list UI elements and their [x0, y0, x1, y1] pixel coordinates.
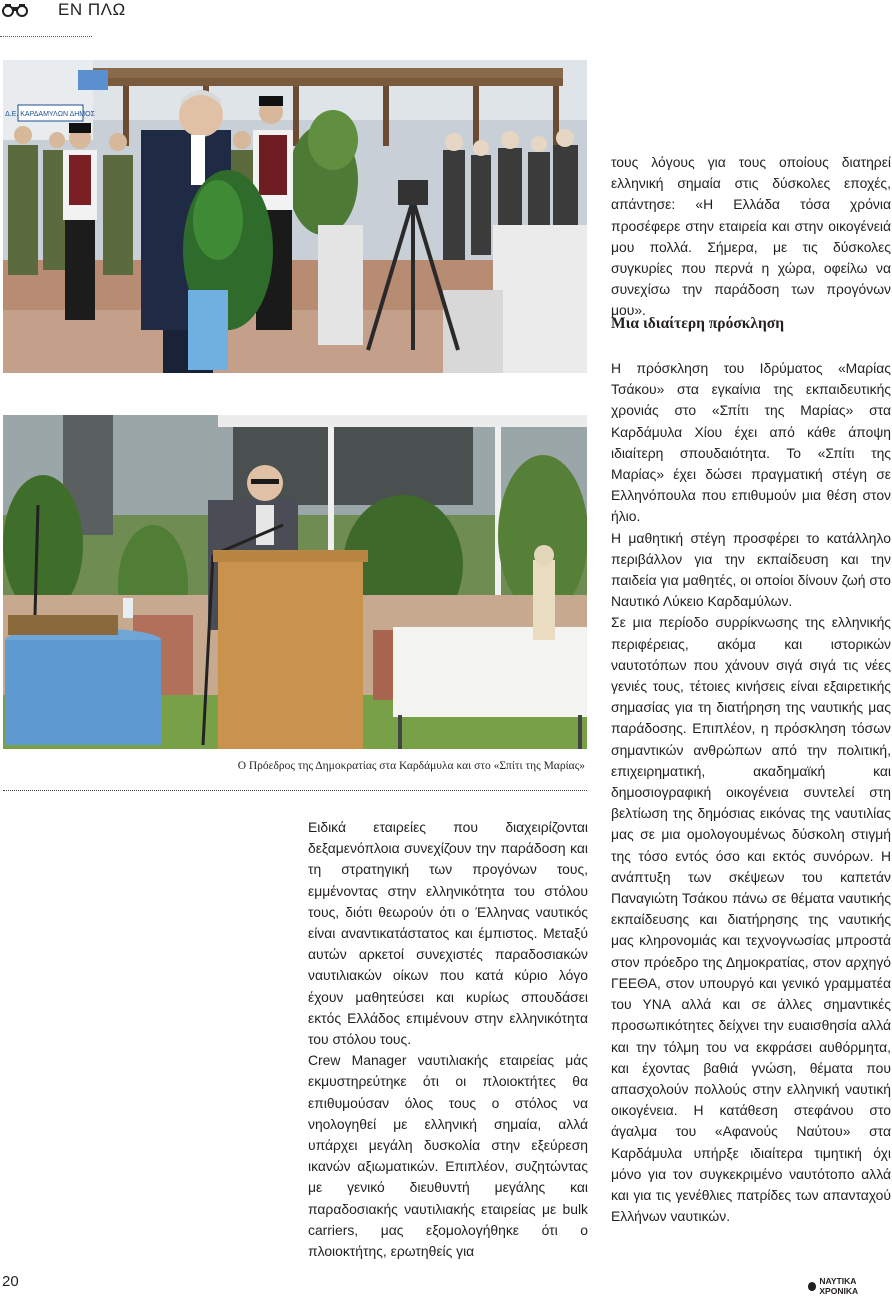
- caption-divider: [3, 790, 587, 791]
- article-column-right-top: [611, 152, 891, 322]
- paragraph: Σε μια περίοδο συρρίκνωσης της ελληνικής περιφέρειας, ακόμα και ιστορικών ναυτοτόπων που χάνουν σιγά σιγά τις νέες γενιές τους, τέτοιες κινήσεις είναι εξαιρετικής σημασίας για τη διατήρηση της ναυτικής μας παράδοσης. Επιπλέον, η πρόσκληση τόσων σημαντικών ανθρώπων από την πολιτική, επιχειρηματική, ακαδημαϊκή και δημοσιογραφική οικογένεια συντελεί στη βελτίωση της δημόσιας εικόνας της ναυτιλίας μας σε μια ομολογουμένως δύσκολη στιγμή της τόσο εντός όσο και εκτός συνόρων. Η ανάπτυξη των σκέψεων του καπετάν Παναγιώτη Τσάκου πάνω σε θέματα ναυτικής εκπαίδευσης και διατήρησης της ναυτικής μας κληρονομιάς και τεχνογνωσίας μπροστά στον πρόεδρο της Δημοκρατίας, στον αρχηγό ΓΕΕΘΑ, στον υπουργό και γενικό γραμματέα του ΥΝΑ αλλά και σε άλλες σημαντικές προσωπικότητες δείχνει την ευαισθησία αλλά και την τόλμη του να εκφράσει αυθόρμητα, και έχοντας βαθιά γνώση, θέματα που απασχολούν πολλούς στην ελληνική ναυτική οικογένεια. Η κατάθεση στεφάνου στο άγαλμα του «Αφανούς Ναύτου» στα Καρδάμυλα υπήρξε ιδιαίτερα τιμητική όχι μόνο για τον συγκεκριμένο ναυτότοπο αλλά και για τις γενέθλιες πατρίδες των απανταχού Ελλήνων ναυτικών.: [611, 614, 891, 1225]
- publication-brand: [808, 1276, 892, 1296]
- article-column-middle: [308, 817, 588, 1262]
- sign-text: Δ.Ε. ΚΑΡΔΑΜΥΛΩΝ ΔΗΜΟΣ: [5, 111, 95, 118]
- paragraph: Crew Manager ναυτιλιακής εταιρείας μάς εκμυστηρεύτηκε ότι οι πλοιοκτήτες θα επιθυμούσαν όλος τους ο στόλος να νηολογηθεί με ελληνική σημαία, αλλά υπάρχει μεγάλη δυσκολία στην εξεύρεση ικανών αξιωματικών. Επιπλέον, συζητώντας με γενικό διευθυντή μεγάλης και παραδοσιακής ναυτιλιακής εταιρείας με bulk carriers, μας εξομολογήθηκε ότι ο πλοιοκτήτης, ερωτηθείς για: [308, 1052, 588, 1260]
- section-heading: Μια ιδιαίτερη πρόσκληση: [611, 315, 785, 332]
- photo-caption: Ο Πρόεδρος της Δημοκρατίας στα Καρδάμυλα και στο «Σπίτι της Μαρίας»: [237, 760, 585, 772]
- paragraph: Η μαθητική στέγη προσφέρει το κατάλληλο περιβάλλον για την εκπαίδευση και την παιδεία για μαθητές, οι οποίοι δίνουν ζωή στο Ναυτικό Λύκειο Καρδαμύλων.: [611, 529, 891, 610]
- paragraph: τους λόγους για τους οποίους διατηρεί ελληνική σημαία στις δύσκολες εποχές, απάντησε: «Η Ελλάδα τόσα χρόνια προσέφερε στην εταιρεία και στην οικογένειά μου πολλά. Σήμερα, με τις δύσκολες συγκυρίες που περνά η χώρα, οφείλω να συνεχίσω την παράδοση των προγόνων μου».: [611, 154, 891, 319]
- binoculars-icon: [2, 3, 28, 17]
- ceremony-photo: [3, 60, 587, 373]
- page-number: 20: [2, 1273, 19, 1290]
- header-divider: [0, 36, 92, 37]
- paragraph: Ειδικά εταιρείες που διαχειρίζονται δεξαμενόπλοια συνεχίζουν την παράδοση και τη στρατηγική των προγόνων τους, εμμένοντας στην ελληνικότητα του στόλου τους, διότι θεωρούν ότι ο Έλληνας ναυτικός είναι αναντικατάστατος και έμπιστος. Μεταξύ αυτών αρκετοί συνεχιστές παραδοσιακών ναυτιλιακών οίκων που κατά κύριο λόγο έχουν μαθητεύσει και κυρίως σπουδάσει εκτός Ελλάδος επιμένουν στην ελληνικότητα του στόλου τους.: [308, 819, 588, 1048]
- paragraph: Η πρόσκληση του Ιδρύματος «Μαρίας Τσάκου» στα εγκαίνια της εκπαιδευτικής χρονιάς στο «Σπίτι της Μαρίας» στα Καρδάμυλα Χίου έχει από κάθε άποψη ιδιαίτερη σπουδαιότητα. Το «Σπίτι της Μαρίας» έχει δώσει πραγματική στέγη σε Ελληνόπουλα που επιθυμούν μια θέση στον ήλιο.: [611, 360, 891, 525]
- logo-dot-icon: [808, 1282, 816, 1291]
- speech-photo: [3, 415, 587, 749]
- article-column-right: [611, 358, 891, 1227]
- section-title: ΕΝ ΠΛΩ: [58, 0, 126, 19]
- publication-name: ΝΑΥΤΙΚΑ ΧΡΟΝΙΚΑ: [819, 1276, 859, 1296]
